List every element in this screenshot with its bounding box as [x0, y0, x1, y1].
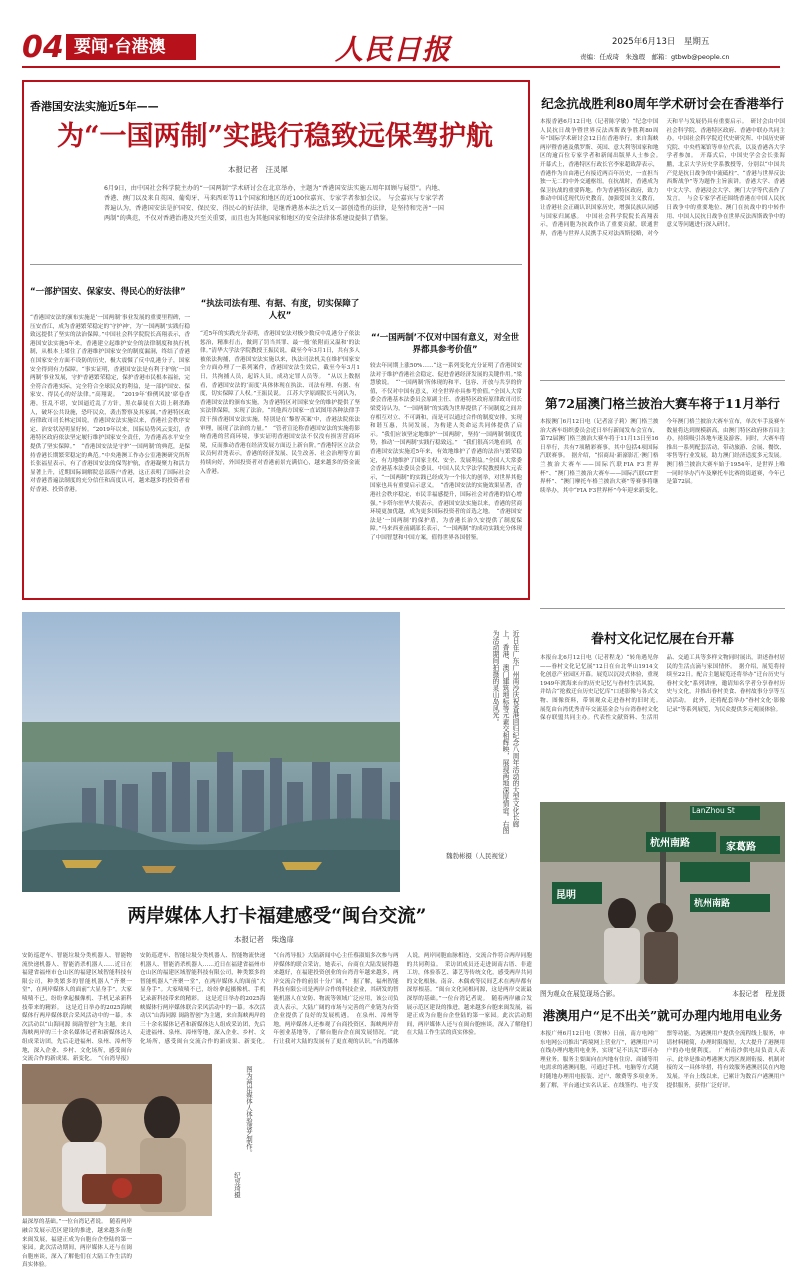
lower-photo-credit: 纪昱琦摄	[233, 1172, 241, 1198]
lower-photo-caption: 图为两岸媒体人体验漆艺制作。	[245, 1066, 253, 1156]
skyline-photo	[22, 612, 452, 892]
street-sign-photo	[540, 802, 785, 984]
header-rule	[22, 66, 780, 68]
intro-divider	[30, 264, 522, 265]
right-article4-title: 港澳用户“足不出关”就可办理内地用电业务	[542, 1008, 783, 1023]
lead-col3-text: 较去年同期上涨50%……“这一系列变化充分证明了香港国安法对于维护香港社会稳定、促进香港经济发展的关键作用。”梁慧敏说。 “‘一国两制’所体现的和平、包容、开放与共享的价值，不仅对中国有意义，对全世界亦具参考价值。”全国人大常委会香港基本法委员会原副主任、香港特区政府原律政司司长梁爱诗认为，“一国两制”的实践为世界提供了不同制度之间并存相互对立、不可调和，而是可以通过合作的制度安排，实现和谐互惠，共同发展，为构建人类命运共同体提供了启示。“我们应该坚定地维护‘一国两制’，坚持‘一国两制’制度优势，推动‘一国两制’实践行稳致远。” “我们很高兴地看到，在香港国安法实施近5年来，有效地维护了香港的法治与繁荣稳定，有力地维护了国家主权、安全、发展利益。”全国人大常委会香港基本法委员会委员、中国人民大学法学院教授韩大元表示，“一国两制”的实践已经成为一个伟大的创举，对世界其他国家也具有重要启示意义。 “香港国安法的实施效果显著，香港社会秩序稳定，市民幸福感提升，国际社会对香港的信心增强。”卡塔尔驻华大使表示，香港国安法实施以来，香港的营商环境更加优越，成为更多国际投资者的首选之地。 “香港国安法是‘一国两制’的保护盾，为香港长治久安提供了制度保障。”马来西亚前副部长表示，“一国两制”的成功实践充分体现了中国智慧和中国方案，值得世界各国借鉴。	[370, 363, 522, 541]
lower-article-text-a: 安防巡逻车、智能垃圾分类机器人、智能物流快递机器人、智能消杀机器人……近日在福建省福州市仓山区的福建区域智能科技有限公司，种类繁多的智能机器人“齐聚一堂”，在两岸媒体人的面前“大显身手”。大家啧啧不已，纷纷拿起摄像机、手机记录新科技带来的精彩。 这是近日举办的2025海峡媒体行两岸媒体联合采风活动中的一幕。本次活动以“山海同源 闽韵智创”为主题，来自海峡两岸的三十余名媒体记者和新媒体达人组成采访团，先后走进福州、泉州、漳州等地，深入企业、乡村、文化场所，感受闽台交流合作的新成果、新变化。 “《台湾导报》 最深厚的基础。”一位台湾记者说。 随着两岸融合发展示范区建设的推进，越来越多台胞来闽发展，福建正成为台胞台企登陆的第一家园。此次活动期间，两岸媒体人还与在闽台胞座谈，深入了解他们在大陆工作生活的真实体验。	[22, 953, 132, 1269]
lower-article-text-b: 安防巡逻车、智能垃圾分类机器人、智能物流快递机器人、智能消杀机器人……近日在福建省福州市仓山区的福建区域智能科技有限公司，种类繁多的智能机器人“齐聚一堂”，在两岸媒体人的面前“大显身手”。大家啧啧不已，纷纷拿起摄像机、手机记录新科技带来的精彩。 这是近日举办的2025海峡媒体行两岸媒体联合采风活动中的一幕。本次活动以“山海同源 闽韵智创”为主题，来自海峡两岸的三十余名媒体记者和新媒体达人组成采访团，先后走进福州、泉州、漳州等地，深入企业、乡村、文化场所，感受闽台交流合作的新成果、新变化。 “《台湾导报》大陆新闻中心主任蔡淑娟多次参与两岸媒体的联合采访。她表示，台商在大陆发展得越来越好，在福建投资创业的台湾青年越来越多，两岸交流合作的前景十分广阔。” 据了解，福州智能科技有限公司是两岸合作的科技企业，其研发的智能机器人在安防、物流等领域广泛应用，该公司负责人表示，大陆广阔的市场与完善的产业链为台资企业提供了良好的发展机遇。 在泉州、漳州等地，两岸媒体人还参观了台商投资区、海峡两岸青年创业基地等，了解台胞台企在闽发展情况。“此行让我对大陆的发展有了更直观的认识。”台湾媒体人说，两岸同胞血脉相连，交流合作符合两岸同胞的共同利益。 采访团成员还走进闽南古厝、非遗工坊，体验茶艺、漆艺等传统文化，感受两岸共同的文化根脉。南音、木偶戏等民间艺术在两岸都有深厚根基。“闽台文化同根同源，这是两岸交流最深厚的基础。”一位台湾记者说。 随着两岸融合发展示范区建设的推进，越来越多台胞来闽发展，福建正成为台胞台企登陆的第一家园。此次活动期间，两岸媒体人还与在闽台胞座谈，深入了解他们在大陆工作生活的真实体验。	[140, 953, 532, 1045]
lead-col2-text: “近5年的实践充分表明，香港国安法对极少数反中乱港分子依法惩治，精准打击，做到了罚当其罪、最一般‘依附而又温和’的法律。”清华大学法学院教授王振民说，截至今年3月1日，共有多人被依法拘捕，香港国安法实施以来，执法司法机关在维护国家安全方面办理了一系列案件，香港国安法生效后，截至今年3月1日，共拘捕人员，起诉人员，成功定罪人员等。 “从以上数据看，香港国安法的‘而度’具体体现在执法、司法有理、有据、有度，切实保障了人权。”王振民说。 江苏大学原副院长马剑认为，香港国安法的颁布实施，为香港特区对国家安全的维护提供了坚实法律保障，实现了法治。“其他西方国家一直试图用各种法律手段干预香港国安法实施，特别是在‘黎智英案’中，香港法院依法审理，展现了法治的力量。” “管者宣论称香港国安法的实施将影响香港的营商环境，事实证明香港国安法不仅没有损害营商环境，反而推动香港在经济发展方面迈上新台阶。”香港特区立法会议员何君尧表示，香港的经济发展、民生改善、社会治理等方面持续向好，外国投资者对香港前景充满信心，越来越多的资金流入香港。	[200, 331, 360, 475]
lead-intro: 6月9日，由中国社会科学院主办的“一国两制”学术研讨会在北京举办，主题为“香港国安法实施五周年回顾与展望”。内地、香港、澳门以及来自英国、葡萄牙、马来西亚等11个国家和地区的近100位嘉宾、专家学者参加会议。 与会嘉宾与专家学者普遍认为，香港国安法是护国安、保民安、得民心的好法律，是继香港基本法之后又一部创造性的法律，是坚持和完善“一国两制”的典范，不仅对香港治港及兴至关重要，而且也为其他国家和地区的安全法律体系建设提供了借鉴。	[104, 185, 444, 222]
sign-label-2: 家葛路	[726, 842, 756, 853]
sign-label-top: LanZhou St	[692, 806, 735, 815]
page-number: 04	[22, 30, 64, 65]
right-photo-credit: 本报记者 程龙摄	[732, 990, 785, 998]
right-article2-title: 第72届澳门格兰披治大赛车将于11月举行	[545, 396, 780, 411]
section-label: 要闻·台港澳	[66, 34, 196, 60]
lead-col1-heading: “一部护国安、保家安、得民心的好法律”	[30, 287, 186, 297]
right-article4-text: 本报广州6月12日电（贺林）日前，南方电网广东电网公司推出“跨境网上营业厅”，港澳用户可在线办理内地用电业务，实现“足不出关”即可办理业务。服务主要面向在内地有住房、商铺等用电需求的港澳同胞，可通过手机、电脑等方式随时随地办理用电报装、过户、缴费等多项业务。 据了解，平台通过实名认证、在线签约、电子发票等功能，为港澳用户提供全流程线上服务，申请材料精简，办理时限缩短，大大提升了港澳用户的办电便利度。 广州南沙供电局负责人表示，此举是推动粤港澳大湾区规则衔接、机制对接的又一具体举措，将有效服务港澳居民在内地发展。平台上线以来，已累计为数百户港澳用户提供服务，获得广泛好评。	[540, 1031, 785, 1089]
right-article3-text: 本报台北6月12日电（记者程龙）“转角遇见你——眷村文化记忆展”12日在台北华山1914文化创意产业园区开幕。展览以沉浸式体验，重现1949年渡海来台的历史记忆与眷村生活风貌，并结合“抢救迁台历史记忆库”口述影像与各式文物、图像资料，带领观众走进眷村的旧时光。 展览由台湾优秀青年交流基金会与台湾眷村文化保存联盟共同主办。代表性文献资料、生活用品、交通工具等多样文物同时展出，讲述眷村居民的生活点滴与家国情怀。 据介绍，展览将持续至22日。配合主题展览还将举办“迁台历史与眷村文化”系列讲座，邀请知名学者分享眷村历史与文化，并推出眷村美食、眷村故事分享等互动活动。 此外，还将配套举办“眷村文化·影像记录”等系列展览，为民众提供多元观展体验。	[540, 655, 785, 722]
page-header	[0, 0, 800, 72]
right-article3-title: 眷村文化记忆展在台开幕	[590, 632, 734, 647]
sign-label-1: 杭州南路	[650, 838, 690, 849]
main-photo-caption: 近日在广东广州南沙庆祝香港回归纪念八周年活动的大型文化长廊上，香港、澳门建筑地标等元素交相辉映，展现两地深厚情谊。右图为活动期间拍摄的灵山岛风光。	[491, 630, 519, 834]
right-divider-2	[540, 608, 785, 609]
sign-label-4: 杭州南路	[694, 899, 731, 909]
lead-col3-heading: “‘一国两制’不仅对中国有意义，对全世界都具参考价值”	[370, 333, 520, 355]
lead-col2-heading: “执法司法有理、有据、有度，切实保障了人权”	[200, 299, 360, 321]
lower-article-byline: 本报记者 柴逸扉	[234, 935, 294, 944]
right-article2-text: 本报澳门6月12日电（记者富子莉）澳门格兰披治大赛车组织委员会近日举行新闻发布会宣布，第72届澳门格兰披治大赛车将于11月13日至16日举行，共有7项精彩赛事，其中包括4项国际汽联赛事。 据介绍，“招商局·新濠影汇·澳门格兰披治大赛车——国际汽联FIA F3世界杯”、“澳门格兰披治大赛车——国际汽联GT世界杯”、“澳门摩托车格兰披治大赛”等赛事将继续举办，其中“FIA F3世界杯”今年迎来新变化。 今年澳门格兰披治大赛车宣布，单次车手及赛车数量将达到规模新高，由澳门特区政府体育局主办，持续吸引各地车迷及游客。同时，大赛车将推出一系列配套活动，带动旅游、会展、餐饮、零售等行业发展，助力澳门经济适度多元发展。澳门格兰披治大赛车始于1954年，是世界上唯一同时举办汽车及摩托车比赛的街道赛，今年已是第72届。	[540, 419, 785, 494]
right-article1-title: 纪念抗战胜利80周年学术研讨会在香港举行	[541, 96, 784, 111]
lead-kicker: 香港国安法实施近5年——	[30, 100, 159, 113]
right-photo-caption-row	[540, 988, 785, 998]
lead-col1-text: “香港国安法的颁布实施是‘一国两制’事业发展的重要里程碑，一压安香江，成为香港繁荣稳定的‘守护神’，为‘一国两制’实践行稳致远提供了坚实的法治保障。”中国社会科学院院长高翔表示，香港国安法实施5年来，香港建立起维护安全的法律制度和执行机制，从根本上堵住了香港维护国家安全的制度漏洞，终结了香港在国家安全方面不设防的历史，极大震慑了反中乱港分子，国家安全得到有力保障。“事实证明，香港国安法是有利于护航‘一国两制’事业发展，守护香港繁荣稳定，保护香港市民根本福祉，完全符合香港实际，完全符合全球民众的利益，是一部护国安、保家安、得民心的好法律。”高翔说。 “2019年‘修例风波’席卷香港，狂乱不堪，安国逼近乱了方针，黑衣暴徒在大街上刺杀路人，破坏公共设施，恐吓民众，袭击警察及其家属。”香港特区政府律政司司长林定国说，香港国安法实施以来，香港社会秩序安定、治安状况明显好转。“2019年以来，国际局势风云变幻，香港特区政府依法坚定履行维护国家安全责任，为香港高水平安全提供了坚实保障。” “香港国安法是守护‘一国两制’的典范，是保持香港长期繁荣稳定的典范。”中央港澳工作办公室港澳研究所所长张福星表示，有了香港国安法的保驾护航，香港凝聚力和活力显著上升，近期国际调解院总部落户香港，这正表明了国际社会对香港普遍法制度的充分信任和高度认可，越来越多的投资者看好香港、投资香港。	[30, 315, 190, 493]
lead-headline: 为“一国两制”实践行稳致远保驾护航	[56, 121, 494, 152]
right-article1-text: 本报香港6月12日电（记者陈学敏）“纪念中国人民抗日战争暨世界反法西斯战争胜利80周年”国际学术研讨会12日在香港举行。来自海峡两岸暨香港及俄罗斯、英国、意大利等国家和地区的逾百位专家学者和新闻出版界人士参会。 开幕式上，香港特区行政长官李家超致辞表示，香港作为自由港已有接近两百年历史，一直担当独一无二的中外交通枢纽，在抗战时，香港成为保卫抗战的重要阵地。作为香港特区政府，致力推动中国近现代历史教育，加强爱国主义教育，让香港社会正确认识国家历史，增强民族认同感与国家归属感。 中国社会科学院院长高翔表示，香港同胞为抗战作出了重要贡献，联通世界，香港与世界人民携手反对法西斯侵略，对今天和平与发展仍具有重要启示。 研讨会由中国社会科学院、香港特区政府、香港中联办共同主办。中国社会科学院近代史研究所、中国历史研究院、中央档案馆等单位代表，以及香港各大学学者参加。 开幕式后，中国史学会会长张海鹏，北京大学历史学系教授等，分别以“中国共产党是抗日战争的中流砥柱”、“香港与世界反法西斯战争”等为题作主旨演讲。香港大学、香港中文大学、香港浸会大学、澳门大学等代表作了发言。 与会专家学者还围绕香港在中国人民抗日战争中的重要地位、澳门在抗战中的中转作用、中国人民抗日战争在世界反法西斯战争中的意义等问题进行深入研讨。	[540, 119, 785, 237]
right-divider-1	[540, 380, 785, 381]
lacquer-photo	[22, 1064, 212, 1216]
sign-label-3: 昆明	[556, 890, 576, 901]
masthead-logo: 人民日报	[335, 33, 452, 66]
lower-article-title: 两岸媒体人打卡福建感受“闽台交流”	[127, 906, 427, 927]
main-photo-credit: 魏勃彬摄（人民视觉）	[446, 852, 511, 860]
lead-byline: 本报记者 汪灵犀	[228, 165, 288, 174]
right-photo-caption: 图为观众在展览现场合影。	[540, 990, 620, 998]
issue-date: 2025年6月13日 星期五	[612, 37, 710, 47]
editor-info: 责编：任成琦 朱逸瑕 邮箱：gtbwb@people.cn	[580, 53, 730, 61]
